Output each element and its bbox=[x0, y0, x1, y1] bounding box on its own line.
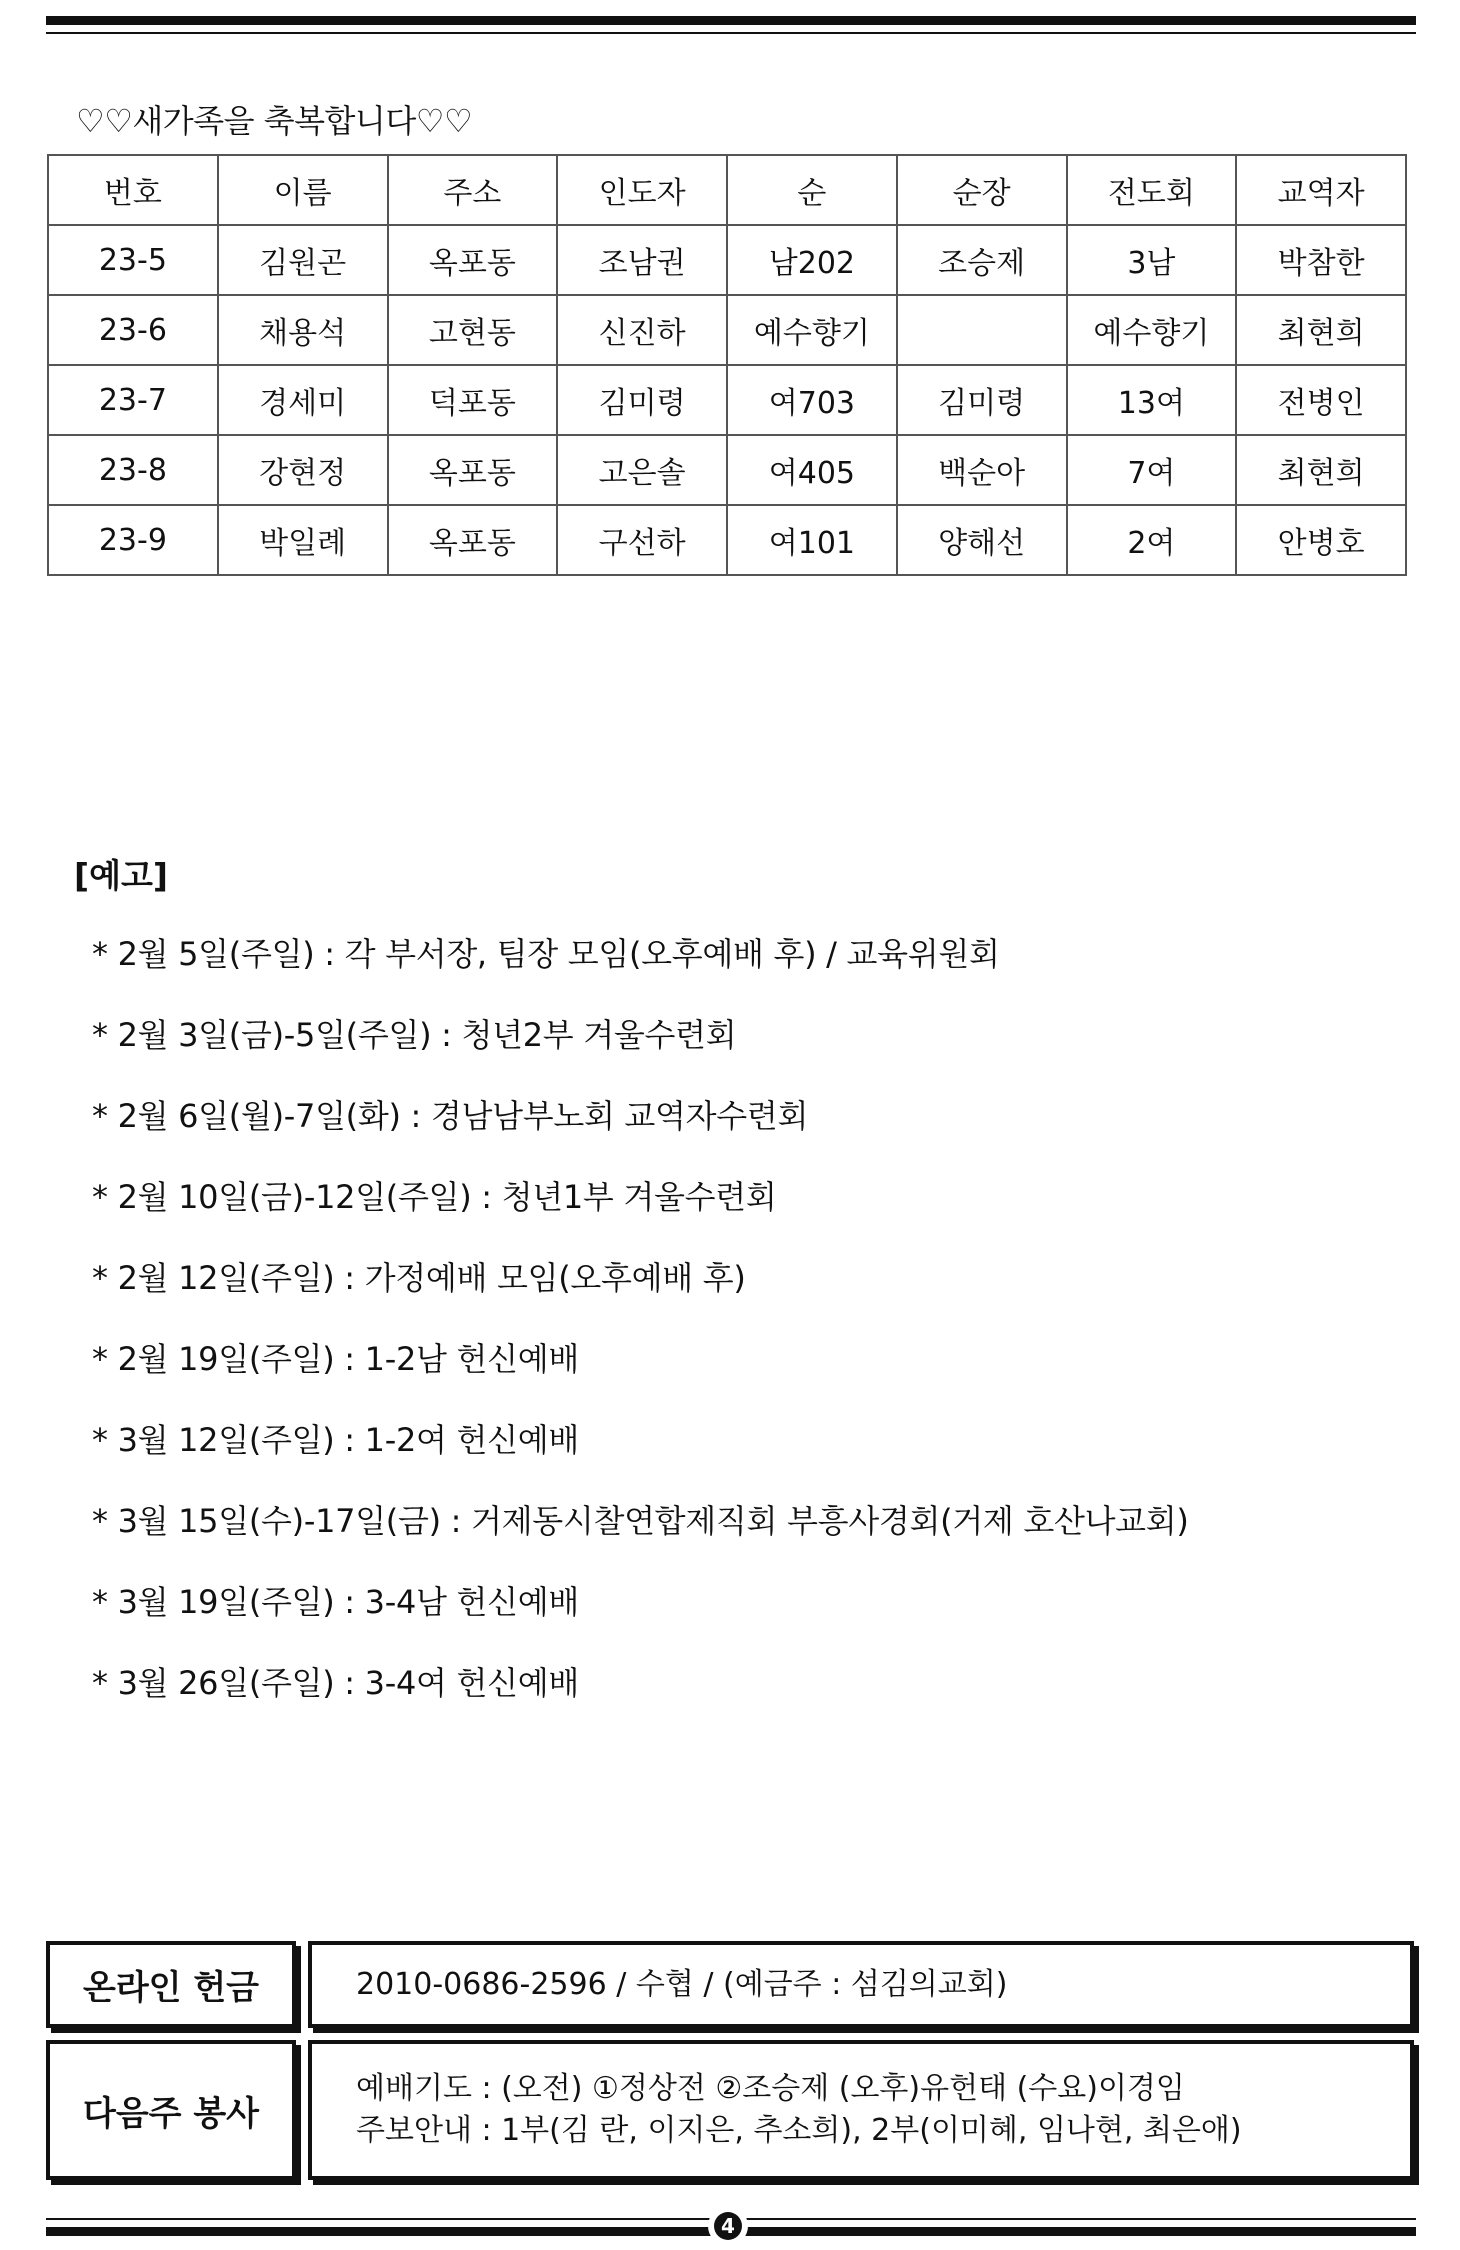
table-row bbox=[48, 435, 1406, 505]
notice-item: * 3월 12일(주일) : 1-2여 헌신예배 bbox=[92, 1421, 579, 1459]
table-cell: 남202 bbox=[727, 225, 897, 295]
notice-item: * 2월 3일(금)-5일(주일) : 청년2부 겨울수련회 bbox=[92, 1016, 737, 1054]
table-cell: 최현희 bbox=[1236, 435, 1406, 505]
notice-item: * 2월 12일(주일) : 가정예배 모임(오후예배 후) bbox=[92, 1259, 746, 1297]
table-cell bbox=[897, 295, 1067, 365]
table-cell: 양해선 bbox=[897, 505, 1067, 575]
new-family-heading: ♡♡새가족을 축복합니다♡♡ bbox=[76, 102, 473, 140]
table-cell: 안병호 bbox=[1236, 505, 1406, 575]
table-cell: 고현동 bbox=[388, 295, 558, 365]
column-header: 순장 bbox=[897, 155, 1067, 225]
column-header: 주소 bbox=[388, 155, 558, 225]
table-row bbox=[48, 505, 1406, 575]
table-cell: 예수향기 bbox=[727, 295, 897, 365]
notice-heading: [예고] bbox=[74, 856, 168, 895]
table-cell: 23-9 bbox=[48, 505, 218, 575]
page-number: 4 bbox=[714, 2212, 742, 2240]
table-cell: 김미령 bbox=[557, 365, 727, 435]
online-offering-account: 2010-0686-2596 / 수협 / (예금주 : 섬김의교회) bbox=[356, 1966, 1008, 2002]
table-cell: 23-7 bbox=[48, 365, 218, 435]
table-cell: 덕포동 bbox=[388, 365, 558, 435]
table-cell: 2여 bbox=[1067, 505, 1237, 575]
table-cell: 여703 bbox=[727, 365, 897, 435]
notice-item: * 3월 19일(주일) : 3-4남 헌신예배 bbox=[92, 1583, 579, 1621]
table-cell: 7여 bbox=[1067, 435, 1237, 505]
table-cell: 옥포동 bbox=[388, 225, 558, 295]
table-cell: 채용석 bbox=[218, 295, 388, 365]
notice-item: * 2월 19일(주일) : 1-2남 헌신예배 bbox=[92, 1340, 579, 1378]
online-offering-label: 온라인 헌금 bbox=[46, 1941, 296, 2028]
table-cell: 백순아 bbox=[897, 435, 1067, 505]
table-cell: 강현정 bbox=[218, 435, 388, 505]
table-cell: 3남 bbox=[1067, 225, 1237, 295]
table-cell: 23-5 bbox=[48, 225, 218, 295]
table-cell: 예수향기 bbox=[1067, 295, 1237, 365]
notice-item: * 2월 10일(금)-12일(주일) : 청년1부 겨울수련회 bbox=[92, 1178, 777, 1216]
table-cell: 여405 bbox=[727, 435, 897, 505]
new-family-table bbox=[47, 154, 1407, 576]
column-header: 전도회 bbox=[1067, 155, 1237, 225]
notice-list bbox=[92, 930, 1189, 1740]
column-header: 교역자 bbox=[1236, 155, 1406, 225]
table-header-row bbox=[48, 155, 1406, 225]
online-offering-box bbox=[308, 1941, 1414, 2028]
top-rule bbox=[46, 16, 1416, 34]
next-week-service-box bbox=[308, 2040, 1414, 2180]
table-cell: 옥포동 bbox=[388, 505, 558, 575]
table-cell: 김미령 bbox=[897, 365, 1067, 435]
next-week-service-label: 다음주 봉사 bbox=[46, 2040, 296, 2180]
column-header: 이름 bbox=[218, 155, 388, 225]
table-cell: 조승제 bbox=[897, 225, 1067, 295]
column-header: 인도자 bbox=[557, 155, 727, 225]
table-cell: 경세미 bbox=[218, 365, 388, 435]
table-cell: 23-8 bbox=[48, 435, 218, 505]
table-row bbox=[48, 295, 1406, 365]
table-cell: 구선하 bbox=[557, 505, 727, 575]
usher-assignment: 주보안내 : 1부(김 란, 이지은, 추소희), 2부(이미혜, 임나현, 최은애) bbox=[356, 2113, 1242, 2148]
table-row bbox=[48, 225, 1406, 295]
table-cell: 옥포동 bbox=[388, 435, 558, 505]
prayer-assignment: 예배기도 : (오전) ①정상전 ②조승제 (오후)유헌태 (수요)이경임 bbox=[356, 2071, 1185, 2106]
notice-item: * 3월 15일(수)-17일(금) : 거제동시찰연합제직회 부흥사경회(거제 호산나교회) bbox=[92, 1502, 1189, 1540]
table-cell: 23-6 bbox=[48, 295, 218, 365]
table-cell: 13여 bbox=[1067, 365, 1237, 435]
table-cell: 조남권 bbox=[557, 225, 727, 295]
column-header: 순 bbox=[727, 155, 897, 225]
table-cell: 최현희 bbox=[1236, 295, 1406, 365]
table-cell: 박일례 bbox=[218, 505, 388, 575]
notice-item: * 3월 26일(주일) : 3-4여 헌신예배 bbox=[92, 1664, 579, 1702]
table-row bbox=[48, 365, 1406, 435]
table-cell: 여101 bbox=[727, 505, 897, 575]
table-cell: 전병인 bbox=[1236, 365, 1406, 435]
notice-item: * 2월 6일(월)-7일(화) : 경남남부노회 교역자수련회 bbox=[92, 1097, 809, 1135]
notice-item: * 2월 5일(주일) : 각 부서장, 팀장 모임(오후예배 후) / 교육위원회 bbox=[92, 935, 1000, 973]
table-cell: 박참한 bbox=[1236, 225, 1406, 295]
table-cell: 신진하 bbox=[557, 295, 727, 365]
table-cell: 김원곤 bbox=[218, 225, 388, 295]
table-cell: 고은솔 bbox=[557, 435, 727, 505]
column-header: 번호 bbox=[48, 155, 218, 225]
